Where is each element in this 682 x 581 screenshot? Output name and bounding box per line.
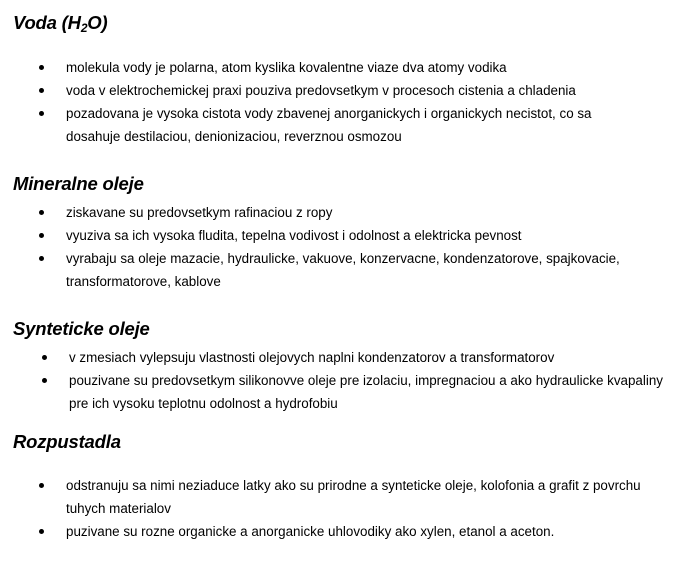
- list-item: [42, 346, 672, 369]
- list-item-text: pouzivane su predovsetkym silikonovve oleje pre izolaciu, impregnaciou a ako hydraulicke kvapaliny pre ich vysoku teplotnu odolnost a hydrofobiu: [69, 373, 663, 411]
- list-item: [39, 79, 649, 102]
- list-rozpustadla: [39, 474, 649, 543]
- list-item: [39, 201, 679, 224]
- list-item-text: pozadovana je vysoka cistota vody zbavenej anorganickych i organickych necistot, co sa dosahuje destilaciou, denionizaciou, reverznou osmozou: [66, 106, 592, 144]
- bullet-icon: [42, 378, 47, 383]
- list-mineralne-oleje: [39, 201, 679, 293]
- bullet-icon: [39, 483, 44, 488]
- list-voda: [39, 56, 649, 148]
- bullet-icon: [39, 256, 44, 261]
- list-item: [39, 224, 679, 247]
- list-item: [39, 474, 649, 520]
- heading-voda: [13, 12, 107, 34]
- bullet-icon: [39, 65, 44, 70]
- list-item-text: v zmesiach vylepsuju vlastnosti olejovych naplni kondenzatorov a transformatorov: [69, 350, 555, 365]
- heading-rozpustadla: Rozpustadla: [13, 431, 121, 452]
- list-item-text: vyrabaju sa oleje mazacie, hydraulicke, vakuove, konzervacne, kondenzatorove, spajkovacie, transformatorove, kablove: [66, 251, 620, 289]
- list-item-text: vyuziva sa ich vysoka fludita, tepelna vodivost i odolnost a elektricka pevnost: [66, 228, 522, 243]
- heading-voda-subscript: 2: [80, 21, 88, 35]
- bullet-icon: [39, 233, 44, 238]
- bullet-icon: [39, 111, 44, 116]
- heading-synteticke-oleje: Synteticke oleje: [13, 318, 150, 339]
- bullet-icon: [39, 210, 44, 215]
- list-item-text: voda v elektrochemickej praxi pouziva predovsetkym v procesoch cistenia a chladenia: [66, 83, 576, 98]
- bullet-icon: [39, 529, 44, 534]
- heading-voda-main: Voda (H: [13, 12, 81, 33]
- list-item: [39, 56, 649, 79]
- list-item-text: odstranuju sa nimi neziaduce latky ako su prirodne a synteticke oleje, kolofonia a grafit z povrchu tuhych materialov: [66, 478, 641, 516]
- list-item-text: ziskavane su predovsetkym rafinaciou z ropy: [66, 205, 333, 220]
- heading-voda-end: O): [87, 12, 108, 33]
- bullet-icon: [42, 355, 47, 360]
- list-item: [39, 102, 649, 148]
- list-item-text: puzivane su rozne organicke a anorganicke uhlovodiky ako xylen, etanol a aceton.: [66, 524, 555, 539]
- list-item: [39, 520, 649, 543]
- heading-mineralne-oleje: Mineralne oleje: [13, 173, 144, 194]
- list-synteticke-oleje: [42, 346, 672, 415]
- bullet-icon: [39, 88, 44, 93]
- list-item: [39, 247, 679, 293]
- list-item-text: molekula vody je polarna, atom kyslika kovalentne viaze dva atomy vodika: [66, 60, 507, 75]
- list-item: [42, 369, 672, 415]
